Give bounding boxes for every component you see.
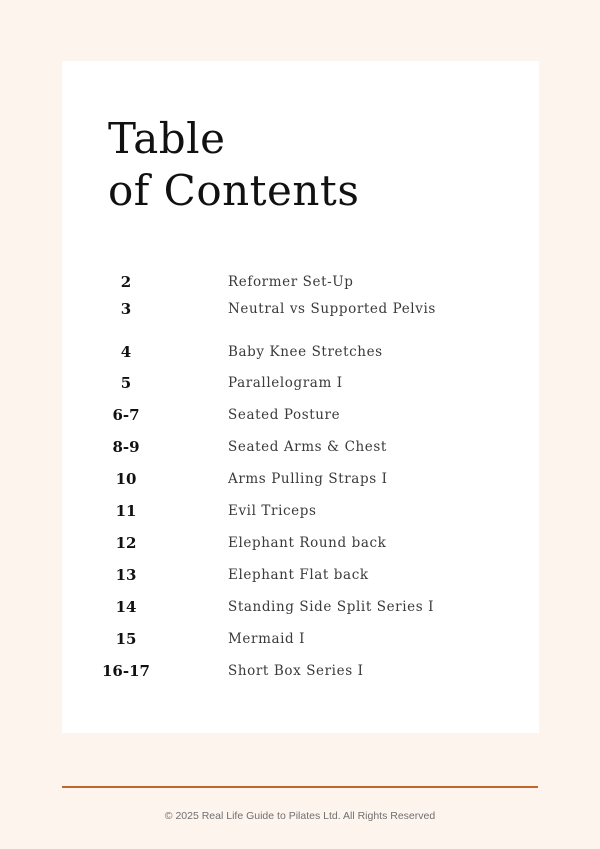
toc-entry-title: Elephant Flat back <box>228 567 369 583</box>
toc-row-13 <box>62 660 539 682</box>
toc-row-5 <box>62 404 539 426</box>
toc-page-number: 5 <box>120 374 132 392</box>
title-line-1: Table <box>108 114 226 163</box>
toc-entry-title: Reformer Set-Up <box>228 274 354 290</box>
toc-page-number: 4 <box>120 343 132 361</box>
toc-page-number: 16-17 <box>102 662 150 680</box>
toc-page-number: 15 <box>115 630 137 648</box>
toc-row-11 <box>62 596 539 618</box>
toc-page-number: 3 <box>120 300 132 318</box>
toc-row-10 <box>62 564 539 586</box>
toc-entry-title: Elephant Round back <box>228 535 387 551</box>
copyright-footer: © 2025 Real Life Guide to Pilates Ltd. All Rights Reserved <box>164 810 436 822</box>
toc-page-number: 10 <box>115 470 137 488</box>
toc-row-1 <box>62 271 539 293</box>
content-card <box>62 61 539 733</box>
toc-entry-title: Standing Side Split Series I <box>228 599 435 615</box>
footer-divider <box>62 786 538 788</box>
toc-entry-title: Seated Posture <box>228 407 341 423</box>
toc-page-number: 8-9 <box>112 438 140 456</box>
toc-entry-title: Short Box Series I <box>228 663 364 679</box>
toc-row-9 <box>62 532 539 554</box>
toc-row-3 <box>62 341 539 363</box>
toc-entry-title: Mermaid I <box>228 631 306 647</box>
title-line-2: of Contents <box>108 166 360 215</box>
toc-entry-title: Baby Knee Stretches <box>228 344 383 360</box>
toc-page-number: 11 <box>115 502 137 520</box>
page-title <box>108 113 359 217</box>
toc-page-number: 12 <box>115 534 137 552</box>
toc-entry-title: Parallelogram I <box>228 375 343 391</box>
toc-row-4 <box>62 372 539 394</box>
toc-entry-title: Neutral vs Supported Pelvis <box>228 301 436 317</box>
toc-row-6 <box>62 436 539 458</box>
toc-row-12 <box>62 628 539 650</box>
toc-page-number: 6-7 <box>112 406 140 424</box>
toc-entry-title: Seated Arms & Chest <box>228 439 387 455</box>
toc-page-number: 13 <box>115 566 137 584</box>
toc-page-number: 14 <box>115 598 137 616</box>
toc-entry-title: Arms Pulling Straps I <box>228 471 388 487</box>
toc-page-number: 2 <box>120 273 132 291</box>
toc-row-8 <box>62 500 539 522</box>
toc-row-7 <box>62 468 539 490</box>
toc-entry-title: Evil Triceps <box>228 503 317 519</box>
toc-row-2 <box>62 298 539 320</box>
